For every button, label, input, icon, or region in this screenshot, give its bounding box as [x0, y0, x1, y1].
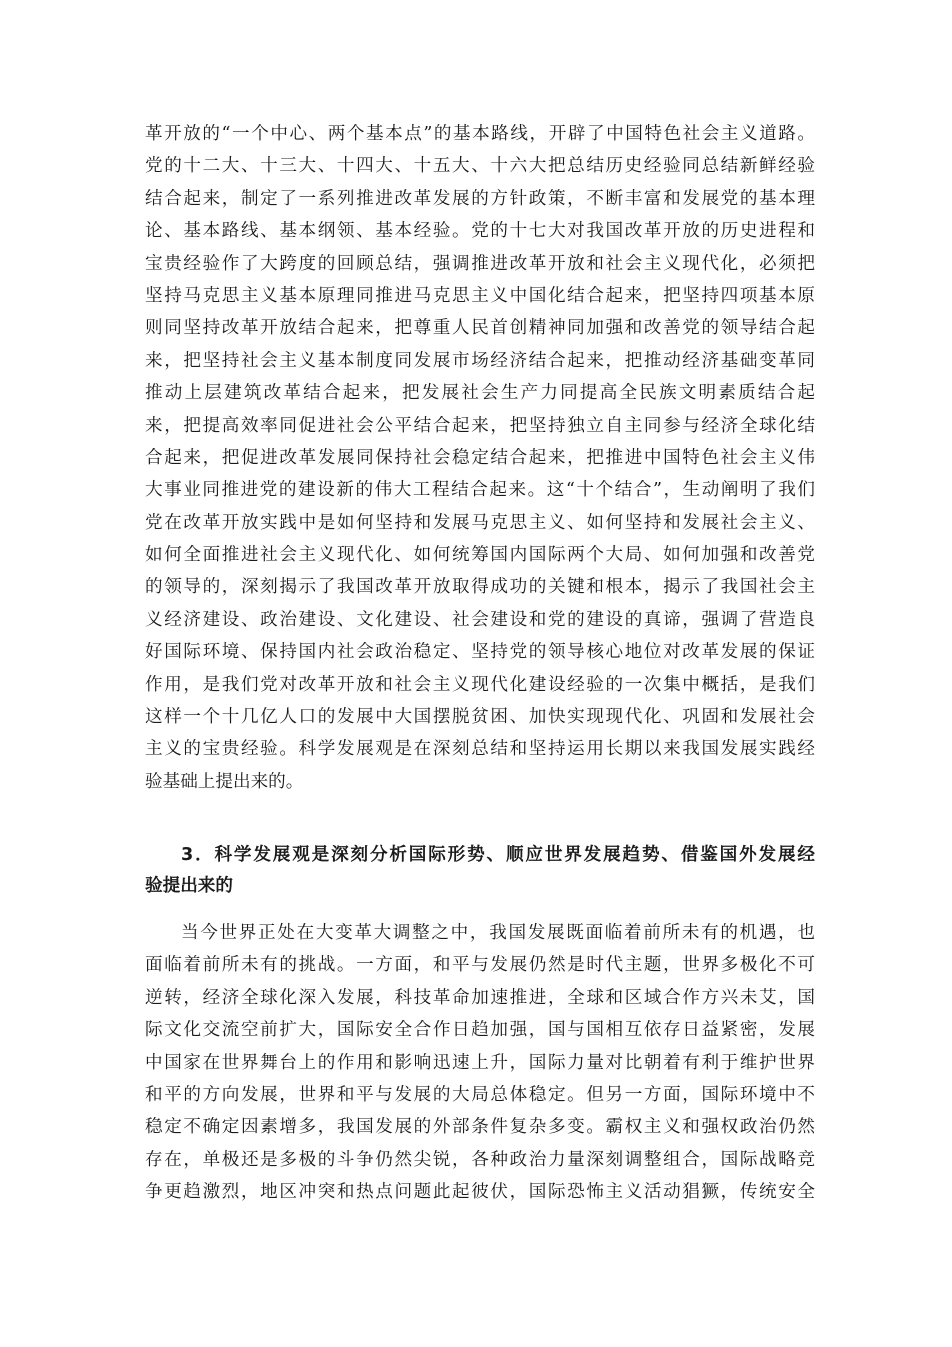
text-line: 稳定不确定因素增多，我国发展的外部条件复杂多变。霸权主义和强权政治仍然 — [145, 1117, 815, 1138]
text-line: 面临着前所未有的挑战。一方面，和平与发展仍然是时代主题，世界多极化不可 — [145, 955, 815, 976]
text-line: 来，把坚持社会主义基本制度同发展市场经济结合起来，把推动经济基础变革同 — [145, 350, 815, 371]
text-line: 合起来，把促进改革发展同保持社会稳定结合起来，把推进中国特色社会主义伟 — [145, 447, 815, 468]
text-line: 际文化交流空前扩大，国际安全合作日趋加强，国与国相互依存日益紧密，发展 — [145, 1020, 815, 1041]
text-line: 结合起来，制定了一系列推进改革发展的方针政策，不断丰富和发展党的基本理 — [145, 188, 815, 209]
text-line: 如何全面推进社会主义现代化、如何统筹国内国际两个大局、如何加强和改善党 — [145, 545, 815, 566]
heading-line: 3．科学发展观是深刻分析国际形势、顺应世界发展趋势、借鉴国外发展经 — [181, 845, 815, 865]
heading-line: 验提出来的 — [145, 876, 233, 896]
text-line: 这样一个十几亿人口的发展中大国摆脱贫困、加快实现现代化、巩固和发展社会 — [145, 707, 815, 728]
section-heading — [145, 840, 815, 902]
text-line: 当今世界正处在大变革大调整之中，我国发展既面临着前所未有的机遇，也 — [181, 923, 815, 943]
text-line: 革开放的“一个中心、两个基本点”的基本路线，开辟了中国特色社会主义道路。 — [145, 124, 815, 144]
text-line: 党在改革开放实践中是如何坚持和发展马克思主义、如何坚持和发展社会主义、 — [145, 512, 815, 533]
text-line: 主义的宝贵经验。科学发展观是在深刻总结和坚持运用长期以来我国发展实践经 — [145, 739, 815, 760]
text-line: 论、基本路线、基本纲领、基本经验。党的十七大对我国改革开放的历史进程和 — [145, 221, 815, 242]
text-line: 存在，单极还是多极的斗争仍然尖锐，各种政治力量深刻调整组合，国际战略竞 — [145, 1149, 815, 1170]
text-line: 党的十二大、十三大、十四大、十五大、十六大把总结历史经验同总结新鲜经验 — [145, 156, 815, 177]
text-line: 逆转，经济全球化深入发展，科技革命加速推进，全球和区域合作方兴未艾，国 — [145, 987, 815, 1008]
text-line: 的领导的，深刻揭示了我国改革开放取得成功的关键和根本，揭示了我国社会主 — [145, 577, 815, 598]
text-line: 和平的方向发展，世界和平与发展的大局总体稳定。但另一方面，国际环境中不 — [145, 1084, 815, 1105]
text-line: 义经济建设、政治建设、文化建设、社会建设和党的建设的真谛，强调了营造良 — [145, 609, 815, 630]
text-line: 坚持马克思主义基本原理同推进马克思主义中国化结合起来，把坚持四项基本原 — [145, 285, 815, 306]
text-line: 推动上层建筑改革结合起来，把发展社会生产力同提高全民族文明素质结合起 — [145, 383, 815, 404]
text-line: 好国际环境、保持国内社会政治稳定、坚持党的领导核心地位对改革发展的保证 — [145, 642, 815, 663]
text-line: 则同坚持改革开放结合起来，把尊重人民首创精神同加强和改善党的领导结合起 — [145, 318, 815, 339]
text-line: 争更趋激烈，地区冲突和热点问题此起彼伏，国际恐怖主义活动猖獗，传统安全 — [145, 1182, 815, 1203]
body-paragraph-next — [145, 917, 815, 1209]
text-line: 中国家在世界舞台上的作用和影响迅速上升，国际力量对比朝着有利于维护世界 — [145, 1052, 815, 1073]
text-line: 大事业同推进党的建设新的伟大工程结合起来。这“十个结合”，生动阐明了我们 — [145, 480, 815, 501]
text-line: 验基础上提出来的。 — [145, 771, 304, 792]
text-line: 作用，是我们党对改革开放和社会主义现代化建设经验的一次集中概括，是我们 — [145, 674, 815, 695]
text-line: 来，把提高效率同促进社会公平结合起来，把坚持独立自主同参与经济全球化结 — [145, 415, 815, 436]
body-paragraph-continued — [145, 118, 815, 798]
text-line: 宝贵经验作了大跨度的回顾总结，强调推进改革开放和社会主义现代化，必须把 — [145, 253, 815, 274]
